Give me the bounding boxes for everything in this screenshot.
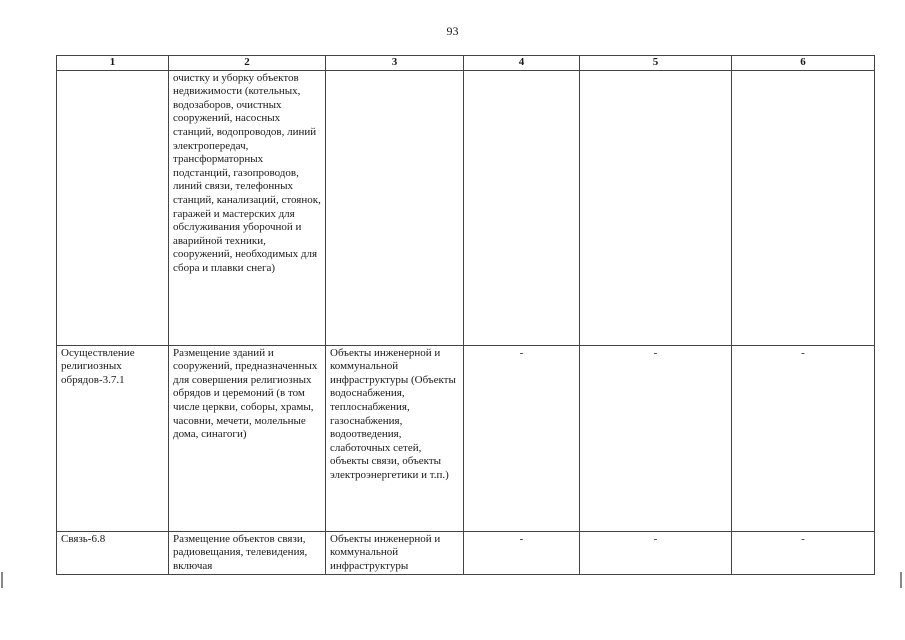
param-cell-6: - bbox=[732, 531, 875, 575]
column-header-3: 3 bbox=[326, 56, 464, 71]
auxiliary-use-cell: Объекты инженерной и коммунальной инфраструктуры (Объекты водоснабжения, теплоснабжения, газоснабжения, водоотведения, слаботочных сетей, объекты связи, объекты электроэнергетики и т.п.) bbox=[326, 345, 464, 531]
param-cell-5: - bbox=[580, 531, 732, 575]
page-number: 93 bbox=[446, 24, 459, 38]
param-cell-6 bbox=[732, 70, 875, 345]
table-row bbox=[57, 531, 875, 575]
table-row bbox=[57, 70, 875, 345]
param-cell-4: - bbox=[464, 531, 580, 575]
column-header-5: 5 bbox=[580, 56, 732, 71]
regulation-table bbox=[56, 55, 875, 575]
auxiliary-use-cell: Объекты инженерной и коммунальной инфраструктуры bbox=[326, 531, 464, 575]
param-cell-6: - bbox=[732, 345, 875, 531]
land-use-type-cell: Осуществление религиозных обрядов-3.7.1 bbox=[57, 345, 169, 531]
param-cell-4: - bbox=[464, 345, 580, 531]
header-row bbox=[57, 56, 875, 71]
scan-edge-mark-left bbox=[1, 572, 3, 588]
column-header-1: 1 bbox=[57, 56, 169, 71]
description-cell: очистку и уборку объектов недвижимости (котельных, водозаборов, очистных сооружений, насосных станций, водопроводов, линий электропередач, трансформаторных подстанций, газопроводов, линий связи, телефонных станций, канализаций, стоянок, гаражей и мастерских для обслуживания уборочной и аварийной техники, сооружений, необходимых для сбора и плавки снега) bbox=[169, 70, 326, 345]
description-cell: Размещение объектов связи, радиовещания, телевидения, включая bbox=[169, 531, 326, 575]
description-cell: Размещение зданий и сооружений, предназначенных для совершения религиозных обрядов и церемоний (в том числе церкви, соборы, храмы, часовни, мечети, молельные дома, синагоги) bbox=[169, 345, 326, 531]
auxiliary-use-cell bbox=[326, 70, 464, 345]
column-header-6: 6 bbox=[732, 56, 875, 71]
column-header-2: 2 bbox=[169, 56, 326, 71]
param-cell-4 bbox=[464, 70, 580, 345]
scan-edge-mark-right bbox=[900, 572, 902, 588]
param-cell-5 bbox=[580, 70, 732, 345]
column-header-4: 4 bbox=[464, 56, 580, 71]
param-cell-5: - bbox=[580, 345, 732, 531]
land-use-type-cell bbox=[57, 70, 169, 345]
land-use-type-cell: Связь-6.8 bbox=[57, 531, 169, 575]
table-row bbox=[57, 345, 875, 531]
